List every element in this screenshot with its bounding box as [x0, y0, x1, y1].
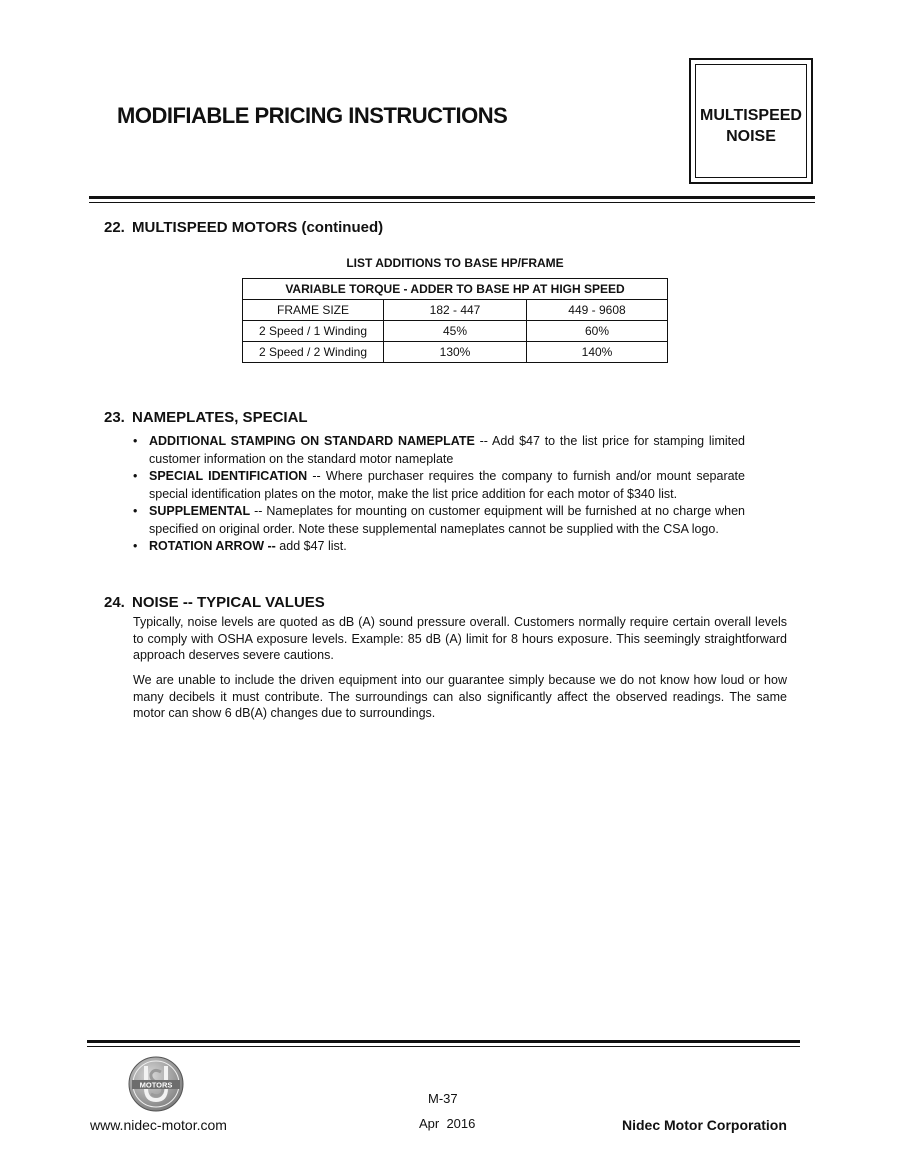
table-row [243, 321, 668, 342]
table-header-row [243, 300, 668, 321]
table-col-header: FRAME SIZE [243, 300, 384, 321]
list-item [133, 503, 745, 538]
bullet-term: SUPPLEMENTAL [149, 504, 251, 518]
footer-url: www.nidec-motor.com [90, 1117, 227, 1133]
bullet-term: ADDITIONAL STAMPING ON STANDARD NAMEPLATE [149, 434, 475, 448]
page-title: MODIFIABLE PRICING INSTRUCTIONS [117, 103, 508, 128]
bullet-icon: • [133, 469, 138, 483]
footer-date: Apr 2016 [419, 1116, 476, 1131]
footer-rule-thick [87, 1040, 800, 1043]
header-rule-thick [89, 196, 815, 199]
section-22-heading [104, 219, 383, 236]
section-23-title: NAMEPLATES, SPECIAL [132, 409, 308, 426]
bullet-term: SPECIAL IDENTIFICATION [149, 469, 308, 483]
page-number: M-37 [428, 1091, 458, 1106]
section-23-number: 23. [104, 409, 125, 426]
noise-paragraph: Typically, noise levels are quoted as dB (A) sound pressure overall. Customers normally require certain overall levels to comply with OSHA exposure levels. Example: 85 dB (A) limit for 8 hours exposure. This seemingly straightforward approach deserves severe cautions. [133, 615, 787, 662]
section-22-title: MULTISPEED MOTORS (continued) [132, 219, 384, 236]
table-cell: 2 Speed / 2 Winding [243, 342, 384, 363]
footer-rule-thin [87, 1046, 800, 1047]
noise-paragraph: We are unable to include the driven equipment into our guarantee simply because we do not know how loud or how many decibels it must contribute. The surroundings can also significantly affect the observed readings. The same motor can show 6 dB(A) changes due to surroundings. [133, 673, 787, 720]
list-item [133, 433, 745, 468]
bullet-icon: • [133, 504, 138, 518]
table-title: VARIABLE TORQUE - ADDER TO BASE HP AT HIGH SPEED [243, 279, 668, 300]
table-cell: 45% [384, 321, 527, 342]
bullet-text: -- Add $47 to the list price for stamping limited customer information on the standard motor nameplate [149, 434, 746, 466]
list-item [133, 538, 745, 556]
table-cell: 2 Speed / 1 Winding [243, 321, 384, 342]
section-tab-line2: NOISE [726, 128, 776, 145]
table-col-header: 182 - 447 [384, 300, 527, 321]
table-caption: LIST ADDITIONS TO BASE HP/FRAME [346, 256, 564, 270]
section-24-heading [104, 594, 325, 611]
section-tab-line1: MULTISPEED [700, 107, 802, 124]
section-24-number: 24. [104, 594, 125, 611]
section-23-heading [104, 409, 308, 426]
bullet-text: -- Where purchaser requires the company to furnish and/or mount separate special identification plates on the motor, make the list price addition for each motor of $340 list. [149, 469, 745, 501]
section-tab-box [689, 58, 813, 184]
list-item [133, 468, 745, 503]
bullet-term: ROTATION ARROW -- [149, 539, 276, 553]
logo-text: MOTORS [139, 1080, 173, 1090]
header-rule-thin [89, 202, 815, 203]
pricing-table [242, 278, 668, 363]
section-24-title: NOISE -- TYPICAL VALUES [132, 594, 325, 611]
footer-corporation: Nidec Motor Corporation [622, 1117, 787, 1133]
section-22-number: 22. [104, 219, 125, 236]
table-cell: 130% [384, 342, 527, 363]
table-cell: 140% [527, 342, 668, 363]
table-cell: 60% [527, 321, 668, 342]
table-col-header: 449 - 9608 [527, 300, 668, 321]
bullet-icon: • [133, 434, 138, 448]
bullet-text: add $47 list. [275, 539, 347, 553]
nameplate-bullet-list [133, 433, 745, 556]
table-row [243, 342, 668, 363]
bullet-icon: • [133, 539, 138, 553]
bullet-text: -- Nameplates for mounting on customer equipment will be furnished at no charge when specified on original order. Note these supplemental nameplates cannot be supplied with the CSA logo. [149, 504, 745, 536]
company-logo [128, 1056, 184, 1112]
section-tab-label [695, 64, 807, 178]
